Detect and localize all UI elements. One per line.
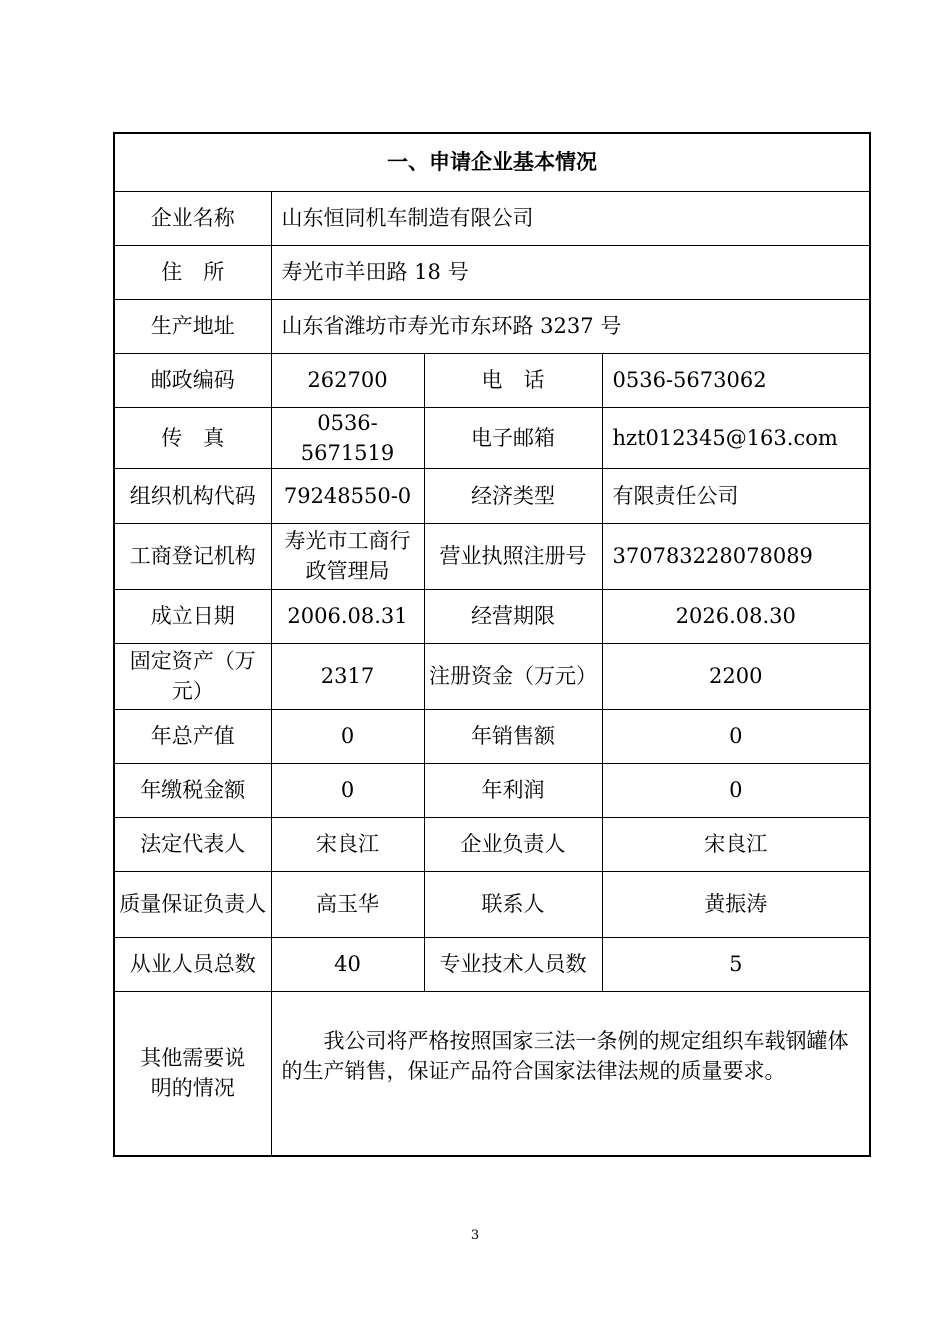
founded-value: 2006.08.31 [271,589,424,643]
founded-label: 成立日期 [114,589,271,643]
basic-info-table [113,132,871,1157]
registered-capital-value: 2200 [602,643,870,709]
other-value: 我公司将严格按照国家三法一条例的规定组织车载钢罐体的生产销售，保证产品符合国家法律法规的质量要求。 [281,1028,849,1083]
tech-staff-label: 专业技术人员数 [424,937,602,991]
email-value: hzt012345@163.com [602,407,870,468]
email-label: 电子邮箱 [424,407,602,468]
other-cell [271,991,870,1156]
production-address-label: 生产地址 [114,299,271,353]
company-head-label: 企业负责人 [424,817,602,871]
production-address-value: 山东省潍坊市寿光市东环路 3237 号 [271,299,870,353]
fax-label: 传 真 [114,407,271,468]
econ-type-value: 有限责任公司 [602,468,870,523]
annual-output-value: 0 [271,709,424,763]
company-head-value: 宋良江 [602,817,870,871]
license-no-label: 营业执照注册号 [424,523,602,589]
contact-value: 黄振涛 [602,871,870,937]
reg-authority-label: 工商登记机构 [114,523,271,589]
address-value: 寿光市羊田路 18 号 [271,245,870,299]
term-label: 经营期限 [424,589,602,643]
term-value: 2026.08.30 [602,589,870,643]
reg-authority-value: 寿光市工商行政管理局 [271,523,424,589]
company-name-value: 山东恒同机车制造有限公司 [271,191,870,245]
other-label: 其他需要说明的情况 [114,991,271,1156]
annual-profit-label: 年利润 [424,763,602,817]
fax-value: 0536-5671519 [271,407,424,468]
qa-head-label: 质量保证负责人 [114,871,271,937]
registered-capital-label: 注册资金（万元） [424,643,602,709]
legal-rep-value: 宋良江 [271,817,424,871]
fixed-assets-label: 固定资产（万元） [114,643,271,709]
econ-type-label: 经济类型 [424,468,602,523]
phone-label: 电 话 [424,353,602,407]
annual-sales-value: 0 [602,709,870,763]
fixed-assets-value: 2317 [271,643,424,709]
legal-rep-label: 法定代表人 [114,817,271,871]
annual-sales-label: 年销售额 [424,709,602,763]
annual-tax-label: 年缴税金额 [114,763,271,817]
org-code-value: 79248550-0 [271,468,424,523]
employees-value: 40 [271,937,424,991]
postal-code-label: 邮政编码 [114,353,271,407]
table-title: 一、申请企业基本情况 [114,133,870,191]
postal-code-value: 262700 [271,353,424,407]
employees-label: 从业人员总数 [114,937,271,991]
qa-head-value: 高玉华 [271,871,424,937]
phone-value: 0536-5673062 [602,353,870,407]
contact-label: 联系人 [424,871,602,937]
annual-profit-value: 0 [602,763,870,817]
org-code-label: 组织机构代码 [114,468,271,523]
tech-staff-value: 5 [602,937,870,991]
annual-output-label: 年总产值 [114,709,271,763]
license-no-value: 370783228078089 [602,523,870,589]
address-label: 住 所 [114,245,271,299]
company-name-label: 企业名称 [114,191,271,245]
page-number: 3 [470,1228,480,1243]
annual-tax-value: 0 [271,763,424,817]
